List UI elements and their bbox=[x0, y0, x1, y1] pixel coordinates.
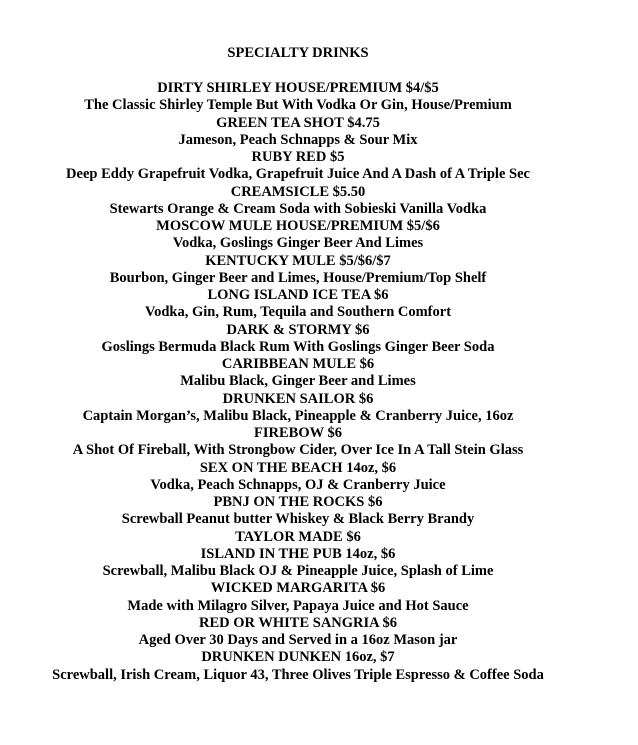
drink-item bbox=[0, 149, 596, 184]
drink-name: DARK & STORMY $6 bbox=[226, 321, 370, 338]
drink-name: TAYLOR MADE $6 bbox=[235, 528, 361, 545]
drink-name: PBNJ ON THE ROCKS $6 bbox=[213, 494, 383, 510]
page-title: SPECIALTY DRINKS bbox=[227, 45, 369, 61]
drink-name: LONG ISLAND ICE TEA $6 bbox=[207, 287, 389, 303]
drink-description: Vodka, Peach Schnapps, OJ & Cranberry Juice bbox=[150, 476, 446, 493]
drink-description: Goslings Bermuda Black Rum With Goslings Ginger Beer Soda bbox=[101, 338, 495, 355]
drink-description: Jameson, Peach Schnapps & Sour Mix bbox=[178, 131, 418, 148]
drink-item bbox=[0, 615, 596, 650]
drink-name: RED OR WHITE SANGRIA $6 bbox=[199, 614, 397, 631]
drink-name: DIRTY SHIRLEY HOUSE/PREMIUM $4/$5 bbox=[157, 80, 439, 96]
drink-name: KENTUCKY MULE $5/$6/$7 bbox=[205, 252, 391, 269]
drink-name: ISLAND IN THE PUB 14oz, $6 bbox=[200, 545, 396, 562]
drink-description: Screwball Peanut butter Whiskey & Black Berry Brandy bbox=[121, 511, 475, 528]
drink-item bbox=[0, 184, 596, 219]
drink-item bbox=[0, 546, 596, 581]
drink-item bbox=[0, 322, 596, 357]
drink-name: CREAMSICLE $5.50 bbox=[230, 183, 366, 200]
drink-name: SEX ON THE BEACH 14oz, $6 bbox=[199, 459, 397, 476]
drink-description: Vodka, Gin, Rum, Tequila and Southern Comfort bbox=[144, 304, 452, 321]
drink-list bbox=[0, 80, 596, 684]
drink-item bbox=[0, 425, 596, 460]
drink-name: FIREBOW $6 bbox=[254, 425, 342, 441]
drink-name: GREEN TEA SHOT $4.75 bbox=[216, 114, 380, 131]
drink-item bbox=[0, 529, 596, 546]
drink-name: DRUNKEN SAILOR $6 bbox=[222, 390, 374, 407]
drink-description: Screwball, Malibu Black OJ & Pineapple Juice, Splash of Lime bbox=[102, 563, 494, 579]
drink-description: The Classic Shirley Temple But With Vodka Or Gin, House/Premium bbox=[84, 97, 512, 114]
drink-name: CARIBBEAN MULE $6 bbox=[221, 356, 375, 372]
drink-item bbox=[0, 253, 596, 288]
drink-item bbox=[0, 460, 596, 495]
drink-name: DRUNKEN DUNKEN 16oz, $7 bbox=[201, 649, 395, 666]
drink-description: Screwball, Irish Cream, Liquor 43, Three Olives Triple Espresso & Coffee Soda bbox=[52, 666, 544, 683]
drink-item bbox=[0, 218, 596, 253]
drink-description: Malibu Black, Ginger Beer and Limes bbox=[180, 373, 416, 390]
drink-item bbox=[0, 115, 596, 150]
drink-description: A Shot Of Fireball, With Strongbow Cider, Over Ice In A Tall Stein Glass bbox=[72, 442, 524, 459]
drink-description: Vodka, Goslings Ginger Beer And Limes bbox=[172, 235, 424, 252]
drink-item bbox=[0, 356, 596, 391]
drink-description: Bourbon, Ginger Beer and Limes, House/Premium/Top Shelf bbox=[109, 269, 487, 286]
drink-item bbox=[0, 391, 596, 426]
drink-item bbox=[0, 287, 596, 322]
drink-description: Deep Eddy Grapefruit Vodka, Grapefruit Juice And A Dash of A Triple Sec bbox=[66, 166, 530, 183]
drink-item bbox=[0, 494, 596, 529]
drink-description: Captain Morgan’s, Malibu Black, Pineapple & Cranberry Juice, 16oz bbox=[82, 407, 514, 424]
drink-name: RUBY RED $5 bbox=[251, 149, 345, 165]
drink-description: Aged Over 30 Days and Served in a 16oz Mason jar bbox=[138, 632, 458, 648]
drink-name: MOSCOW MULE HOUSE/PREMIUM $5/$6 bbox=[156, 218, 440, 234]
drink-item bbox=[0, 649, 596, 684]
drink-item bbox=[0, 80, 596, 115]
drink-name: WICKED MARGARITA $6 bbox=[210, 580, 386, 597]
drink-item bbox=[0, 580, 596, 615]
drink-description: Stewarts Orange & Cream Soda with Sobieski Vanilla Vodka bbox=[109, 200, 487, 217]
drink-description: Made with Milagro Silver, Papaya Juice and Hot Sauce bbox=[127, 597, 469, 614]
